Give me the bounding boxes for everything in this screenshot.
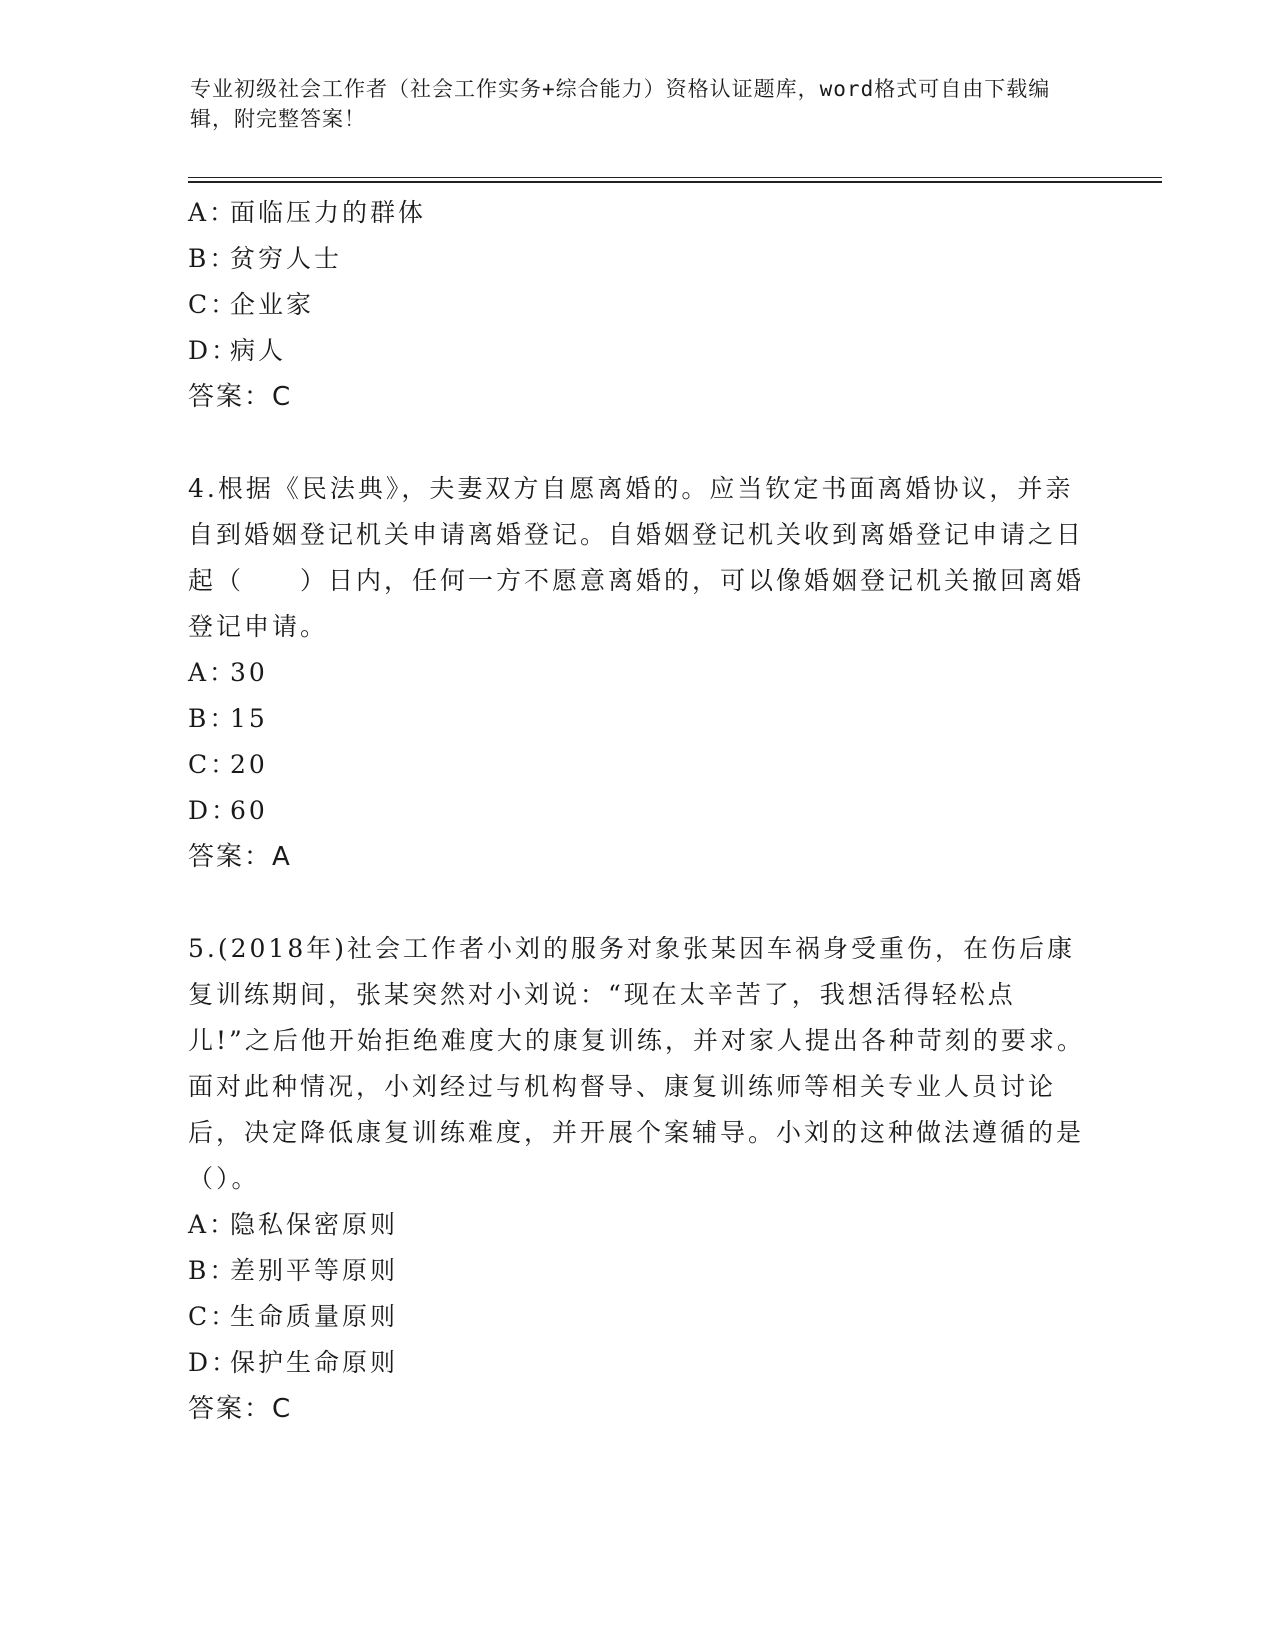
answer-line: 答案：C — [188, 1394, 293, 1424]
question-stem: 5.(2018年)社会工作者小刘的服务对象张某因车祸身受重伤，在伤后康复训练期间，张某突然对小刘说：“现在太辛苦了，我想活得轻松点儿!”之后他开始拒绝难度大的康复训练，并对家人提出各种苛刻的要求。面对此种情况，小刘经过与机构督导、康复训练师等相关专业人员讨论后，决定降低康复训练难度，并开展个案辅导。小刘的这种做法遵循的是（）。 — [188, 934, 1085, 1193]
spacer — [188, 420, 1088, 466]
answer-line: 答案：A — [188, 842, 292, 872]
option-b: B：差别平等原则 — [188, 1256, 399, 1285]
option-c: C：企业家 — [188, 290, 315, 319]
option-a: A：面临压力的群体 — [188, 198, 427, 227]
header-title: 专业初级社会工作者（社会工作实务+综合能力）资格认证题库，word格式可自由下载编辑，附完整答案！ — [190, 77, 1051, 131]
option-d: D：保护生命原则 — [188, 1348, 399, 1377]
question-list — [188, 190, 1088, 1432]
option-a: A：30 — [188, 658, 268, 687]
question-4 — [188, 466, 1088, 880]
question-3 — [188, 190, 1088, 420]
answer-line: 答案：C — [188, 382, 293, 412]
option-b: B：15 — [188, 704, 268, 733]
header-divider-thin — [188, 177, 1162, 178]
document-header — [190, 74, 1090, 134]
question-5 — [188, 926, 1088, 1432]
option-a: A：隐私保密原则 — [188, 1210, 399, 1239]
option-b: B：贫穷人士 — [188, 244, 343, 273]
header-divider-thick — [188, 181, 1162, 183]
spacer — [188, 880, 1088, 926]
option-d: D：病人 — [188, 336, 287, 365]
option-d: D：60 — [188, 796, 268, 825]
option-c: C：20 — [188, 750, 268, 779]
option-c: C：生命质量原则 — [188, 1302, 399, 1331]
question-stem: 4.根据《民法典》，夫妻双方自愿离婚的。应当钦定书面离婚协议，并亲自到婚姻登记机关申请离婚登记。自婚姻登记机关收到离婚登记申请之日起（ ）日内，任何一方不愿意离婚的，可以像婚姻登记机关撤回离婚登记申请。 — [188, 474, 1085, 641]
